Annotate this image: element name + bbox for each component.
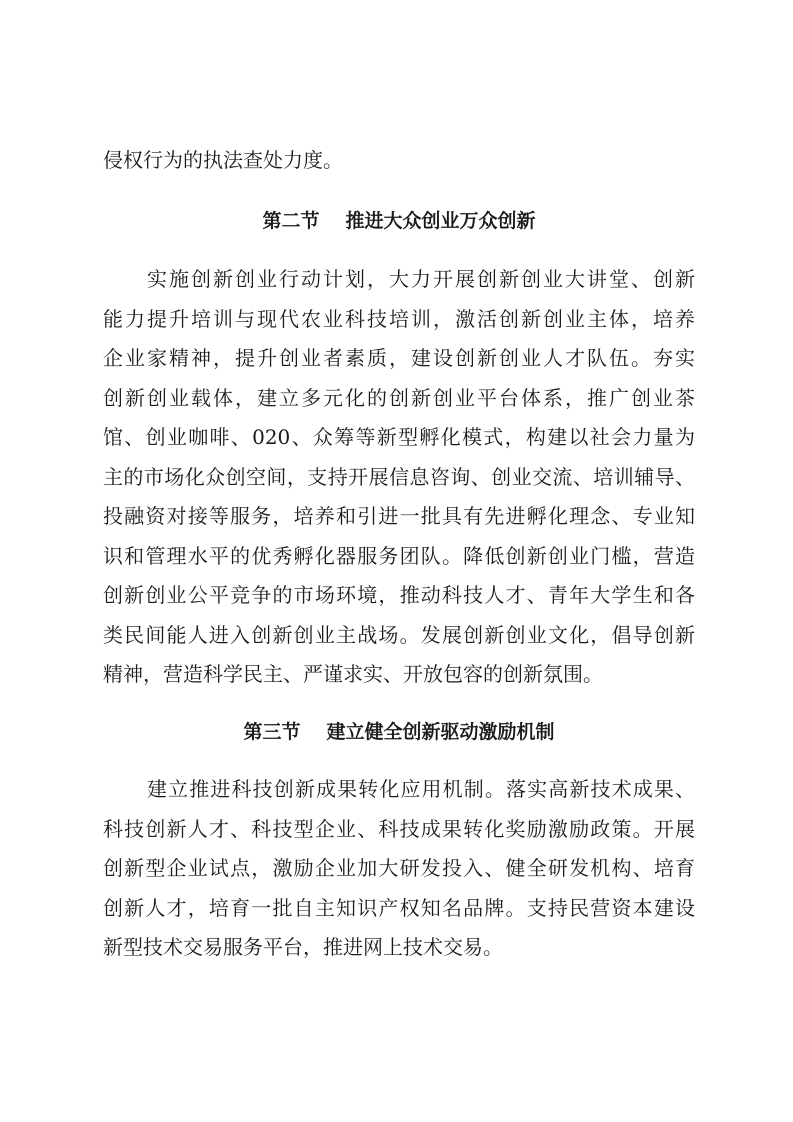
paragraph-line: 建立推进科技创新成果转化应用机制。落实高新技术成果、 — [147, 777, 695, 801]
paragraph-line: 类民间能人进入创新创业主战场。发展创新创业文化，倡导创新 — [103, 622, 695, 647]
section-title: 建立健全创新驱动激励机制 — [326, 721, 555, 743]
section-number: 第二节 — [262, 210, 320, 232]
section-title: 推进大众创业万众创新 — [345, 210, 536, 232]
section-heading — [103, 717, 695, 744]
paragraph-line: 投融资对接等服务，培养和引进一批具有先进孵化理念、专业知 — [103, 504, 695, 528]
paragraph-line: 创新型企业试点，激励企业加大研发投入、健全研发机构、培育 — [103, 856, 695, 880]
paragraph-line: 新型技术交易服务平台，推进网上技术交易。 — [103, 935, 503, 959]
section-paragraph — [103, 260, 695, 695]
paragraph-line: 精神，营造科学民主、严谨求实、开放包容的创新氛围。 — [103, 662, 603, 686]
section-heading — [103, 206, 695, 233]
paragraph-line: 能力提升培训与现代农业科技培训，激活创新创业主体，培养 — [103, 306, 695, 331]
paragraph-line: 科技创新人才、科技型企业、科技成果转化奖励激励政策。开展 — [103, 816, 695, 841]
paragraph-line: 主的市场化众创空间，支持开展信息咨询、创业交流、培训辅导、 — [103, 464, 695, 489]
paragraph-line: 创新创业载体，建立多元化的创新创业平台体系，推广创业茶 — [103, 385, 695, 410]
paragraph-line: 企业家精神，提升创业者素质，建设创新创业人才队伍。夯实 — [103, 346, 695, 370]
paragraph-line: 识和管理水平的优秀孵化器服务团队。降低创新创业门槛，营造 — [103, 543, 695, 568]
paragraph-line: 创新人才，培育一批自主知识产权知名品牌。支持民营资本建设 — [103, 895, 695, 920]
paragraph-line: 实施创新创业行动计划，大力开展创新创业大讲堂、创新 — [147, 267, 695, 291]
intro-paragraph — [103, 141, 695, 181]
paragraph-line: 创新创业公平竞争的市场环境，推动科技人才、青年大学生和各 — [103, 583, 695, 607]
section-number: 第三节 — [243, 721, 301, 743]
section-paragraph — [103, 770, 695, 968]
paragraph-line: 馆、创业咖啡、020、众筹等新型孵化模式，构建以社会力量为 — [103, 425, 695, 449]
paragraph-line: 侵权行为的执法查处力度。 — [103, 148, 343, 172]
